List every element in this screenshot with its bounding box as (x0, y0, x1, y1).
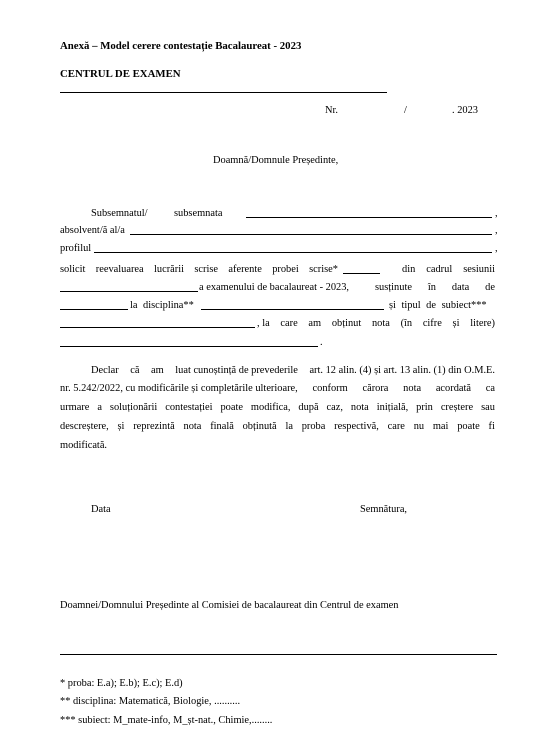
word: reevaluarea (95, 264, 144, 275)
word: sau (481, 402, 495, 413)
word: cadrul (426, 264, 453, 275)
word: de (485, 282, 495, 293)
form-comma: , (495, 225, 498, 236)
addressee: Doamnei/Domnului Președinte al Comisiei de bacalaureat din Centrul de examen (60, 600, 399, 611)
word: urmare (60, 402, 90, 413)
form-examen-bac: a examenului de bacalaureat - 2023, (199, 282, 350, 293)
word: cifre (422, 318, 442, 329)
word: Declar (91, 365, 119, 376)
word: soluționării (109, 402, 158, 413)
date-field-line[interactable] (60, 309, 128, 310)
word: , la (257, 318, 270, 329)
word: aferente (228, 264, 262, 275)
exam-center-line[interactable] (60, 92, 387, 93)
word: în (427, 282, 436, 293)
word: poate (457, 421, 480, 432)
form-line4-left (60, 263, 338, 276)
nr-year: . 2023 (452, 105, 478, 116)
word: am (308, 318, 322, 329)
footnote-subiect: *** subiect: M_mate-info, M_șt-nat., Chimie,........ (60, 715, 273, 726)
date-label: Data (91, 504, 111, 515)
salutation: Doamnă/Domnule Președinte, (213, 155, 339, 166)
word: nota (350, 402, 369, 413)
declaration-line1 (91, 364, 495, 377)
word: modifica, (250, 402, 291, 413)
word: am (151, 365, 164, 376)
word: nu (413, 421, 425, 432)
word: art. 12 alin. (4) și art. 13 alin. (1) din O.M.E. (309, 365, 495, 376)
declaration-line2 (60, 382, 495, 395)
word: contestației (165, 402, 213, 413)
word: luat cunoștință de prevederile (175, 365, 298, 376)
profile-field-line[interactable] (94, 252, 492, 253)
word: după (298, 402, 319, 413)
word: respectivă, (334, 421, 379, 432)
word: cărora (362, 383, 389, 394)
word: lucrării (154, 264, 184, 275)
word: prin (416, 402, 433, 413)
word: mai (432, 421, 449, 432)
school-field-line[interactable] (130, 234, 492, 235)
word: reprezintă (133, 421, 175, 432)
form-subsemnata: subsemnata (174, 208, 223, 219)
word: nota (183, 421, 202, 432)
signature-label: Semnătura, (360, 504, 408, 515)
word: solicit (60, 264, 86, 275)
word: care (280, 318, 298, 329)
footnote-disciplina: ** disciplina: Matematică, Biologie, .......... (60, 696, 241, 707)
form-la: la (130, 300, 138, 311)
word: data (451, 282, 470, 293)
declaration-line3 (60, 401, 495, 414)
word: creștere (440, 402, 474, 413)
word: acordată (435, 383, 471, 394)
form-absolvent: absolvent/ă al/a (60, 225, 125, 236)
name-field-line[interactable] (246, 217, 492, 218)
word: inițială, (376, 402, 409, 413)
subject-type-field-line[interactable] (60, 327, 255, 328)
form-subject-type: și tipul de subiect*** (389, 300, 487, 311)
word: conform (312, 383, 348, 394)
form-disciplina: disciplina** (143, 300, 194, 311)
word: descreștere, (60, 421, 109, 432)
word: probei (272, 264, 299, 275)
word: scrise* (309, 264, 338, 275)
form-line5-right (375, 281, 495, 294)
subject-field-line[interactable] (201, 309, 384, 310)
word: la (285, 421, 293, 432)
word: proba (301, 421, 326, 432)
form-line4-right (402, 263, 495, 276)
declaration-line4 (60, 420, 495, 433)
declaration-line5: modificată. (60, 440, 108, 451)
word: obținut (331, 318, 362, 329)
footnote-divider (60, 654, 497, 655)
word: nota (371, 318, 390, 329)
word: poate (220, 402, 243, 413)
form-line7-right (257, 317, 495, 330)
word: nr. 5.242/2022, cu modificările și completările ulterioare, (60, 383, 298, 394)
word: (în (400, 318, 413, 329)
exam-type-field-line[interactable] (343, 273, 380, 274)
word: și (117, 421, 125, 432)
exam-center-label: CENTRUL DE EXAMEN (60, 68, 181, 80)
word: caz, (326, 402, 343, 413)
session-field-line[interactable] (60, 291, 198, 292)
word: nota (403, 383, 422, 394)
word: fi (488, 421, 495, 432)
word: litere) (470, 318, 495, 329)
nr-label: Nr. (325, 105, 338, 116)
word: scrise (194, 264, 219, 275)
word: finală (210, 421, 234, 432)
word: a (97, 402, 102, 413)
word: sesiunii (463, 264, 495, 275)
form-subsemnatul: Subsemnatul/ (91, 208, 148, 219)
footnote-proba: * proba: E.a); E.b); E.c); E.d) (60, 678, 183, 689)
grade-field-line[interactable] (60, 346, 318, 347)
form-period: . (320, 337, 323, 348)
word: că (130, 365, 140, 376)
word: ca (485, 383, 495, 394)
word: care (387, 421, 405, 432)
form-comma: , (495, 243, 498, 254)
document-title: Anexă – Model cerere contestație Bacalaureat - 2023 (60, 40, 302, 52)
form-comma: , (495, 208, 498, 219)
word: din (402, 264, 416, 275)
form-profilul: profilul (60, 243, 92, 254)
word: susținute (375, 282, 412, 293)
nr-slash: / (404, 105, 407, 116)
word: și (452, 318, 460, 329)
word: obținută (242, 421, 277, 432)
